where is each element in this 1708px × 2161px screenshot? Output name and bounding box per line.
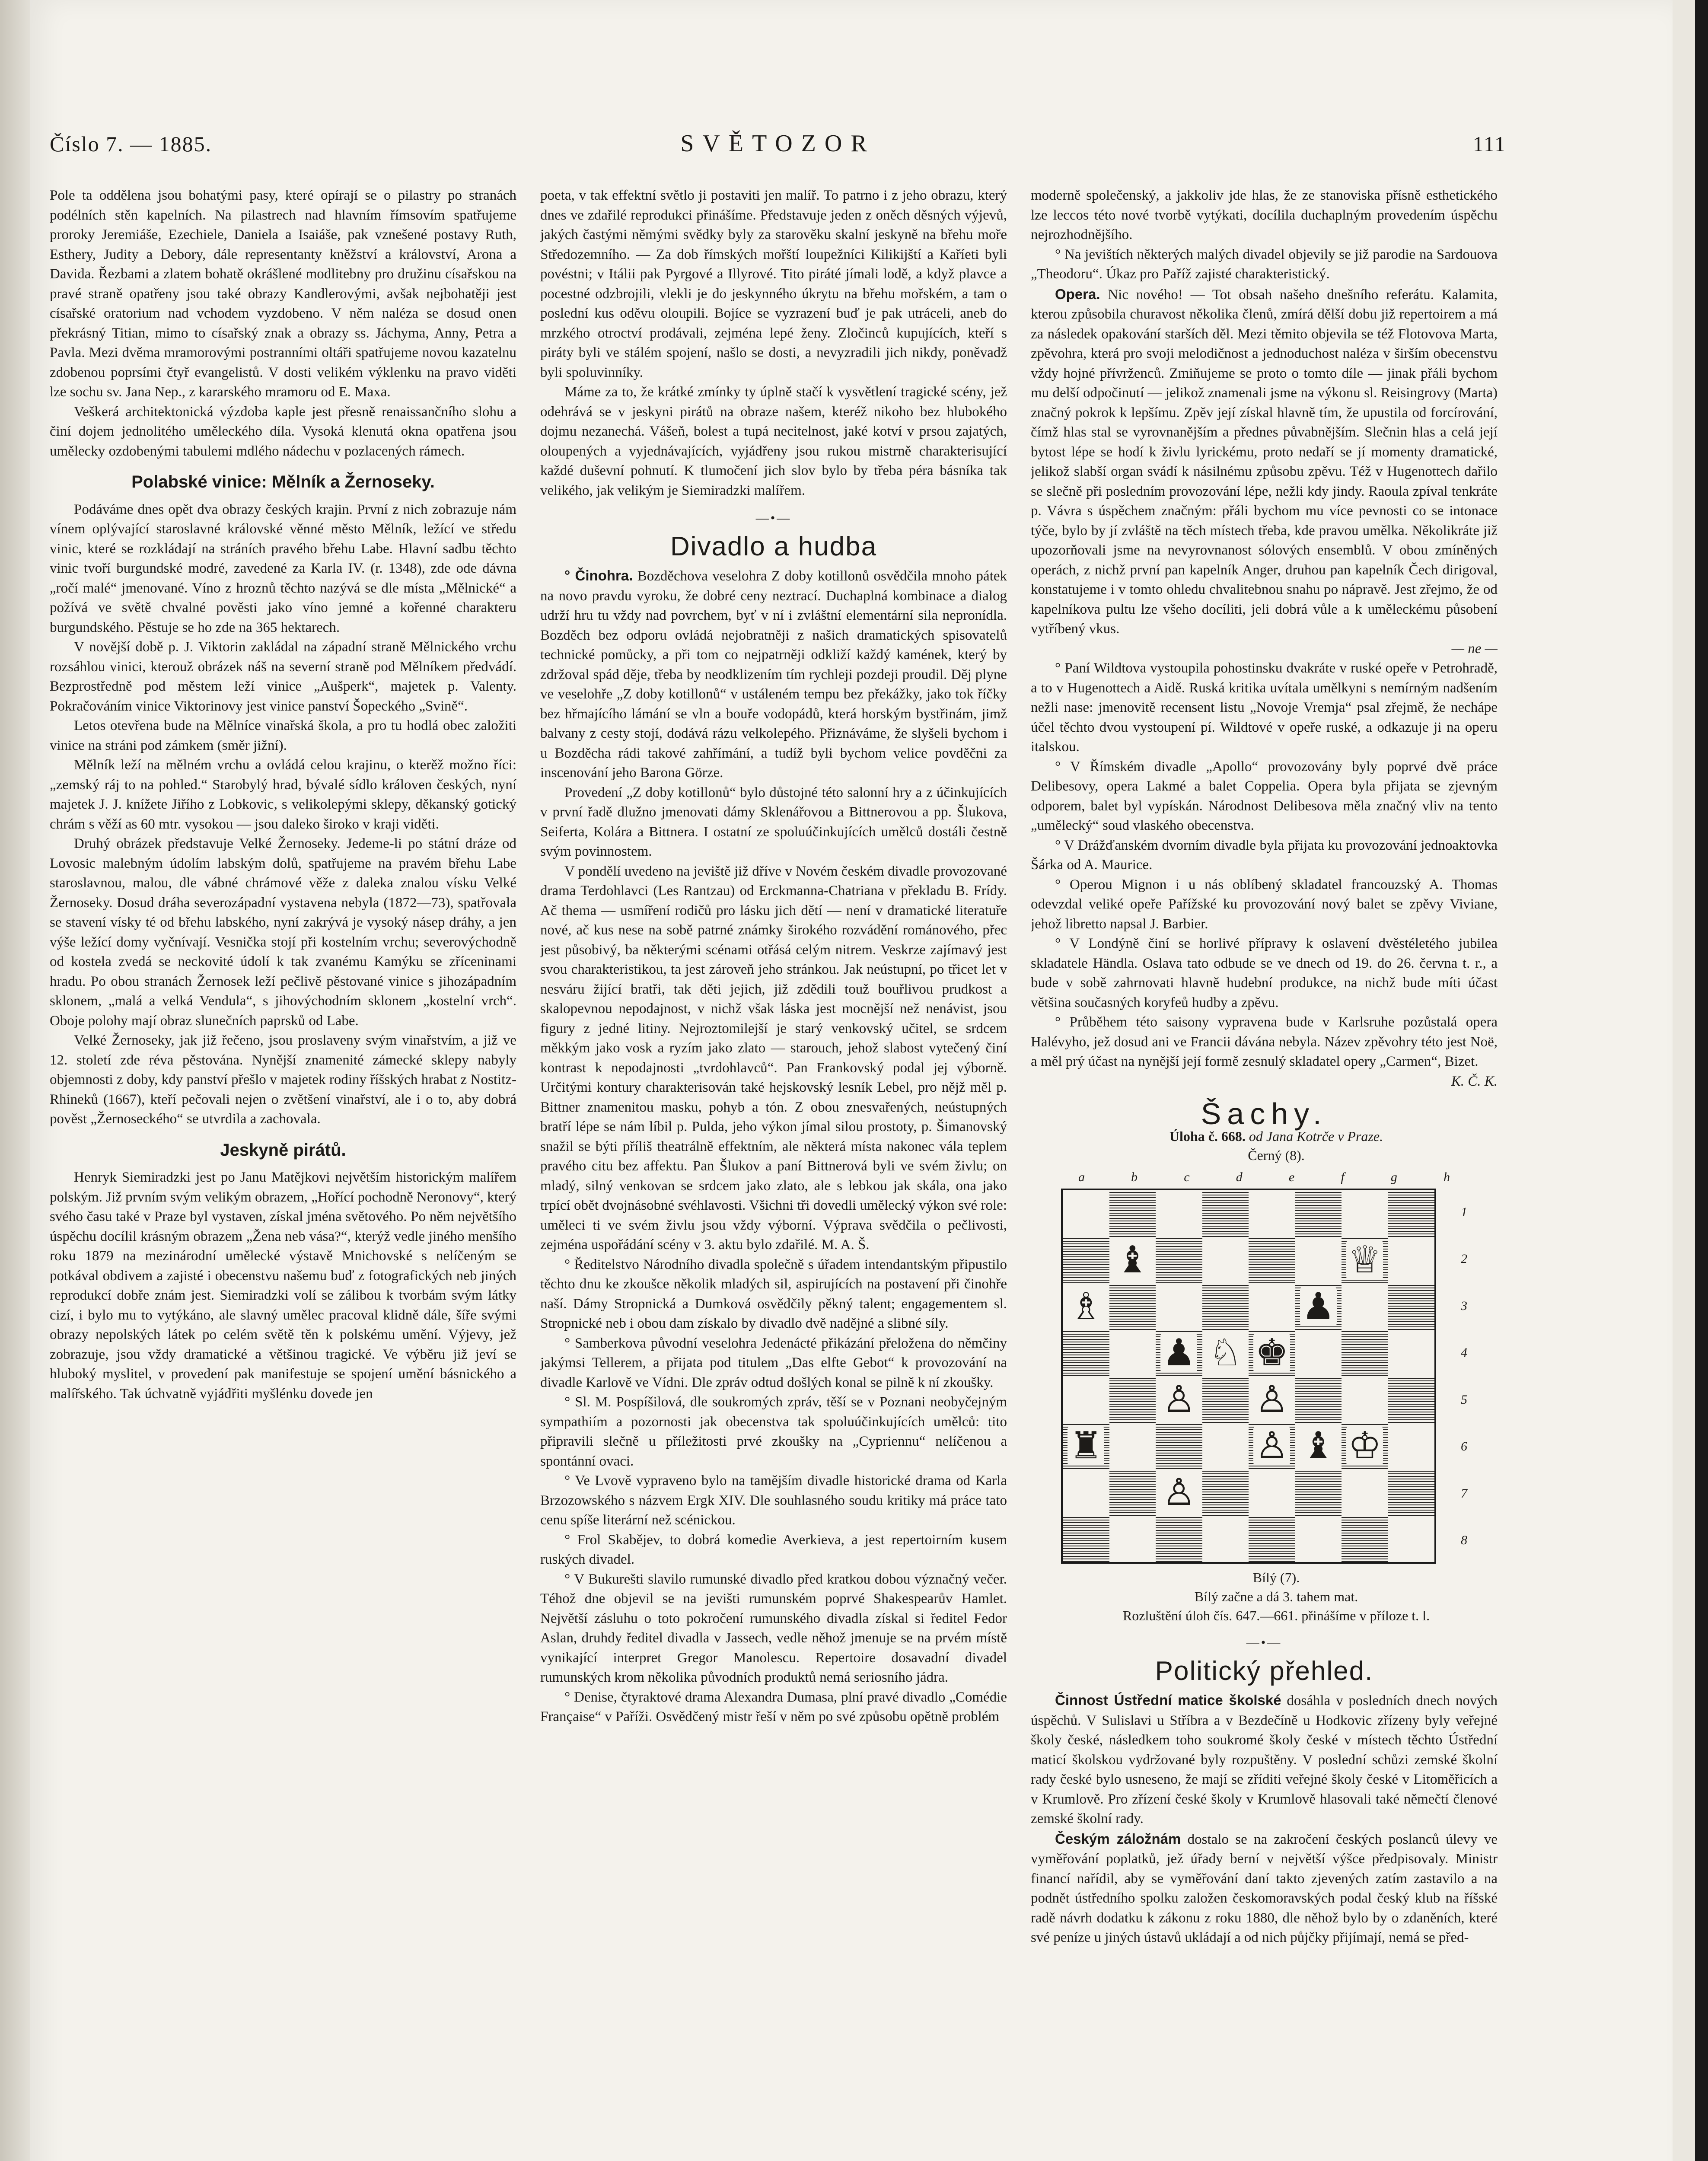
paragraph: [540, 1393, 1007, 1471]
board-square: [1063, 1283, 1109, 1330]
paragraph: [540, 566, 1007, 783]
paragraph-text: Podáváme dnes opět dva obrazy českých krajin. První z nich zobrazuje nám vínem oplývající staroslavné královské věnné město Mělník, ležící ve středu vinic, které se rozkládají na stráních pravého břehu Labe. Hlavní sadbu těchto vinic tvoří burgundské modré, zavedené za Karla IV. (r. 1348), zde ode dávna „ročí malé“ jmenované. Víno z hroznů těchto nazývá se dle místa „Mělnické“ a požívá ve světě chvalné pověsti jako víno jemné a kořenné charakteru burgundského. Pěstuje se ho zde na 365 hektarech.: [50, 501, 516, 635]
paragraph-text: Velké Žernoseky, jak již řečeno, jsou proslaveny svým vinařstvím, a již ve 12. století zde réva pěstována. Nynější znamenité zámecké sklepy nabyly objemnosti z doby, kdy panství přešlo v majetek rodiny říšských hrabat z Nostitz-Rhineků (1667), kteří pečovali nejen o zvětšení vinařství, ale i o to, aby dobrá pověst „Žernoseckého“ se utvrdila a zachovala.: [50, 1033, 516, 1127]
board-square: [1063, 1516, 1109, 1562]
paragraph-text: ° Sl. M. Pospíšilová, dle soukromých zpráv, těší se v Poznani neobyčejným sympathiím a pozornosti jak obecenstva tak spoluúčinkujících umělců: tito připravili slečně u příležitosti prvé zkoušky na „Cypriennu“ nelíčenou a spontánní ovaci.: [540, 1394, 1007, 1469]
board-square: [1109, 1237, 1156, 1284]
board-square: [1295, 1190, 1342, 1237]
paragraph-text: moderně společenský, a jakkoliv jde hlas, že ze stanoviska přísně esthetického lze leccos této nové tvorbě vytýkati, docílila duchaplným provedením úspěchu nejrozhodnějšího.: [1031, 188, 1498, 242]
chess-piece: ♙: [1253, 1426, 1290, 1465]
board-square: [1342, 1376, 1388, 1423]
chess-note: Rozluštění úloh čís. 647.—661. přinášíme v příloze t. l.: [1122, 1608, 1430, 1623]
board-square: [1295, 1516, 1342, 1562]
run-in-heading: Opera.: [1055, 286, 1100, 302]
paragraph-text: ° Paní Wildtova vystoupila pohostinsku dvakráte v ruské opeře v Petrohradě, a to v Hugenottech a Aidě. Ruská kritika uvítala umělkyni s nemírným nadšením nežli nase: jmenovitě recensent listu „Novoje Vremja“ psal zřejmě, že nechápe účel těchto dvou vystoupení pí. Wildtové v opeře ruské, a odkazuje ji na operu italskou.: [1031, 660, 1498, 755]
section-title: Divadlo a hudba: [670, 531, 877, 561]
board-square: [1388, 1469, 1435, 1516]
board-square: [1202, 1469, 1249, 1516]
rank-label: 5: [1461, 1392, 1467, 1407]
chess-piece: ♜: [1068, 1426, 1104, 1465]
board-square: [1202, 1376, 1249, 1423]
paragraph: [540, 1688, 1007, 1727]
run-in-heading: Činnost Ústřední matice školské: [1055, 1692, 1281, 1708]
paragraph: [540, 1334, 1007, 1393]
section-heading: Jeskyně pirátů.: [220, 1140, 346, 1160]
chess-piece: ♔: [1346, 1426, 1383, 1465]
board-square: [1342, 1190, 1388, 1237]
board-square: [1109, 1469, 1156, 1516]
file-label: b: [1131, 1170, 1138, 1184]
board-square: [1388, 1330, 1435, 1377]
board-square: [1249, 1516, 1295, 1562]
paragraph: [1031, 1013, 1498, 1072]
page-edge: [1695, 0, 1708, 2161]
rank-label: 6: [1461, 1439, 1467, 1453]
chess-piece: ♙: [1160, 1380, 1197, 1419]
paragraph: [1031, 186, 1498, 245]
board-square: [1063, 1190, 1109, 1237]
chess-piece: ♟: [1300, 1287, 1337, 1326]
board-square: [1063, 1376, 1109, 1423]
paragraph: [1031, 1690, 1498, 1829]
paragraph-text: Nic nového! — Tot obsah našeho dnešního referátu. Kalamita, kterou způsobila churavost několika členů, zmírá dělší dobu již repertoirem a má za následek opakování starších děl. Mezi těmito objevila se též Flotovova Marta, zpěvohra, která pro svoji melodičnost a jednoduchost naléza v širším obecenstvu vždy hojné přívrženců. Zmiňujeme se proto o tomto díle — jinak přáli bychom mu delší odpočinutí — jelikož znamenali jsme na výkonu sl. Reisingrovy (Marta) značný pokrok k lepšímu. Zpěv její získal hlavně tím, že upustila od forcírování, čímž hlas stal se vyrovnanějším a přednes půvabnějším. Slečnin hlas a celá její bytost lépe se hodí k živlu lyrickému, proto nedaří se jí momenty dramatické, jelikož slabší organ svádí k násilnému způsobu zpěvu. Též v Hugenottech dařilo se slečně při posledním provozování lépe, nežli kdy jindy. Raoula zpíval tenkráte p. Vávra s úspěchem značným: přáli bychom mu více pevnosti co se intonace týče, bylo by jí zvláště na těch místech třeba, kde pravou umělka. Několikráte již upozorňovali jsme na nevyrovnanost sólových ensemblů. V obou zmíněných operách, z nichž první pan kapelník Anger, druhou pan kapelník Čech dirigoval, konstatujeme i v tomto ohledu chvalitebnou snahu po nápravě. Jest zřejmo, že od kapelníkova pultu lze všeho docíliti, jeli dobrá vůle a k uměleckému působení vytříbený vkus.: [1031, 287, 1498, 637]
paragraph-text: V novější době p. J. Viktorin zakládal na západní straně Mělnického vrchu rozsáhlou vinici, kterouž obrázek náš na severní straně pod Mělníkem předvádí. Bezprostředně pod městem leží vinice „Aušperk“, majetek p. Valenty. Pokračováním vinice Viktorinovy jest vinice panství Šopeckého „Svině“.: [50, 639, 516, 714]
paragraph-text: dostalo se na zakročení českých poslanců úlevy ve vyměřování poplatků, jež úřady berní v největší výšce předpisovaly. Ministr financí nařídil, aby se vyměřování daní takto zjevených zatím zastavilo a na podnět ústředního spolku založen českomoravských podal český klub na říšské radě návrh dodatku k zákonu z roku 1880, dle něhož bylo by o zdaněních, které své peníze u jiných ústavů ukládají a od nich půjčky přijímají, nemá se před-: [1031, 1831, 1498, 1945]
board-file-labels: [1078, 1167, 1450, 1187]
paragraph: [1031, 875, 1498, 934]
file-label: g: [1390, 1170, 1397, 1184]
chess-piece: ♝: [1300, 1426, 1337, 1465]
board-square: [1342, 1516, 1388, 1562]
paragraph-text: ° Denise, čtyraktové drama Alexandra Dumasa, plní pravé divadlo „Comédie Française“ v Paříži. Osvědčený mistr řeší v něm po své způsobu opětně problém: [540, 1689, 1007, 1724]
board-square: [1249, 1330, 1295, 1377]
problem-label: Úloha č. 668.: [1169, 1128, 1246, 1144]
board-square: [1388, 1237, 1435, 1284]
file-label: d: [1236, 1170, 1243, 1184]
file-label: a: [1078, 1170, 1085, 1184]
rank-label: 3: [1461, 1298, 1467, 1313]
paragraph: [50, 834, 516, 1031]
paragraph-text: ° Na jevištích některých malých divadel objevily se již parodie na Sardouova „Theodoru“. Úkaz pro Paříž zajisté charakteristický.: [1031, 246, 1498, 282]
board-square: [1295, 1330, 1342, 1377]
board-square: [1295, 1237, 1342, 1284]
paragraph: [540, 1471, 1007, 1530]
ornament-divider: —•—: [1246, 1635, 1282, 1650]
rank-label: 8: [1461, 1533, 1467, 1547]
board-square: [1342, 1330, 1388, 1377]
paragraph: [50, 186, 516, 402]
paragraph: [50, 755, 516, 834]
ornament-divider: —•—: [755, 511, 792, 525]
paragraph: [1031, 1829, 1498, 1948]
paragraph: [540, 862, 1007, 1255]
board-square: [1342, 1423, 1388, 1469]
board-square: [1249, 1283, 1295, 1330]
rank-label: 7: [1461, 1486, 1467, 1501]
board-square: [1063, 1237, 1109, 1284]
board-square: [1109, 1516, 1156, 1562]
page-header: [50, 125, 1506, 164]
paragraph: [1031, 245, 1498, 284]
paragraph: [50, 1031, 516, 1129]
paragraph-text: ° V Římském divadle „Apollo“ provozovány byly poprvé dvě práce Delibesovy, opera Lakmé a balet Coppelia. Opera byla přijata se zjevným odporem, balet byl vypískán. Národnost Delibesova měla značný vliv na tento „umělecký“ soud vlaského obecenstva.: [1031, 759, 1498, 833]
board-square: [1156, 1516, 1202, 1562]
chess-section-title: Šachy.: [1201, 1097, 1328, 1131]
board-square: [1109, 1376, 1156, 1423]
board-square: [1156, 1283, 1202, 1330]
paragraph-text: Bozděchova veselohra Z doby kotillonů osvědčila mnoho pátek na novo pravdu vyroku, že dobré ceny neztrací. Duchaplná kombinace a dialog udrží hru tu vždy nad povrchem, byť v ní i zvláštní elementární sila nepronídla. Bozděch bez odporu ovládá nejobratněji z našich dramatických spisovatelů technické pomůcky, a při tom co nejpatrněji odkliží každý kamének, který by zdržoval spád děje, třeba by neodklizením tím rychleji pozdeji proudil. Děj plyne ve veselohře „Z doby kotillonů“ v ustáleném tempu bez překážky, jako tok říčky bez hřmajícího lámání se vln a bouře vodopádů, která horským bystřinám, jimž balvany z cesty stojí, dodává rázu velkolepého. Přiznáváme, že slyšeli bychom i u Bozděcha rádi takové zahřímání, a tudíž byli bychom velice povděčni za inscenování jeho Barona Görze.: [540, 568, 1007, 781]
paragraph: [50, 402, 516, 462]
journal-title: SVĚTOZOR: [680, 130, 876, 157]
column-1: [50, 186, 516, 2161]
paragraph: [1031, 284, 1498, 639]
board-square: [1388, 1376, 1435, 1423]
board-square: [1295, 1469, 1342, 1516]
board-square: [1388, 1190, 1435, 1237]
chess-piece: ♟: [1160, 1333, 1197, 1372]
board-square: [1156, 1376, 1202, 1423]
board-square: [1388, 1516, 1435, 1562]
board-square: [1342, 1237, 1388, 1284]
board-square: [1202, 1190, 1249, 1237]
board-square: [1249, 1190, 1295, 1237]
rank-label: 4: [1461, 1345, 1467, 1360]
board-square: [1295, 1283, 1342, 1330]
board-square: [1202, 1423, 1249, 1469]
chess-piece: ♝: [1114, 1240, 1151, 1279]
chess-task: Bílý začne a dá 3. tahem mat.: [1194, 1589, 1358, 1604]
paragraph-text: ° Samberkova původní veselohra Jedenácté přikázání přeložena do němčiny jakýmsi Tellerem, a přijata pod titulem „Das elfte Gebot“ k provozování na divadle Karlově ve Vídni. Dle zpráv odtud došlých konal se pilně k ní zkoušky.: [540, 1335, 1007, 1390]
board-square: [1156, 1423, 1202, 1469]
board-square: [1156, 1237, 1202, 1284]
board-square: [1249, 1469, 1295, 1516]
page-number: 111: [1472, 132, 1506, 156]
paragraph-text: Henryk Siemiradzki jest po Janu Matějkovi největším historickým malířem polským. Již prvním svým velikým obrazem, „Hořící pochodně Neronovy“, který svého času také v Praze byl vystaven, získal jména světového. Po něm největšího úspěchu docílil krásným obrazem „Žena neb vása?“, kterýž vedle jiného menšího roku 1879 na mezinárodní umělecké výstavě Mnichovské s nelíčeným se potkával obdivem a zajisté i obecenstvu našemu buď z fotografických neb jiných reprodukcí dobře znám jest. Siemiradzki volí se zálibou k tvorbám svým látky cizí, i bylo mu to vytýkáno, ale slavný umělec pracoval klidně dále, šíře svými obrazy nepolských látek po celém světě těn k polskému umění. Výjevy, jež zobrazuje, jsou vždy dramatické a většinou tragické. Ve výběru již jeví se hluboký myslitel, v provedení pak manifestuje se spojení umění básnického a malířského. Tak úchvatně vyjádřiti myšlénku dovede jen: [50, 1170, 516, 1402]
column-2: [540, 186, 1007, 2161]
chess-piece: ♕: [1346, 1240, 1383, 1279]
chess-piece: ♗: [1068, 1287, 1104, 1326]
board-square: [1249, 1376, 1295, 1423]
paragraph: [540, 382, 1007, 500]
board-square: [1202, 1516, 1249, 1562]
board-square: [1156, 1469, 1202, 1516]
paragraph: [1031, 659, 1498, 757]
board-square: [1109, 1190, 1156, 1237]
paragraph: [1031, 836, 1498, 875]
board-square: [1109, 1330, 1156, 1377]
chess-problem-heading: [1031, 1127, 1498, 1146]
problem-author: od Jana Kotrče v Praze.: [1249, 1128, 1383, 1144]
paragraph-text: Provedení „Z doby kotillonů“ bylo důstojné této salonní hry a z účinkujících v první řadě dlužno jmenovati dámy Sklenářovou a Bittnerovou a pp. Šlukova, Seiferta, Kolára a Bittnera. I ostatní ze spoluúčinkujících umělců dostáli čestně svým povinnostem.: [540, 784, 1007, 859]
board-square: [1063, 1330, 1109, 1377]
paragraph-text: ° Ředitelstvo Národního divadla společně s úřadem intendantským připustilo těchto dnu ke zkoušce několik mladých sil, aspirujících na postavení při činohře naší. Dámy Stropnická a Dumková osvědčily pěkný talent; engagementem sl. Stropnické neb i obou dam získalo by divadlo dvě nadějné a slibné síly.: [540, 1256, 1007, 1331]
chess-piece: ♙: [1253, 1380, 1290, 1419]
paragraph-text: V pondělí uvedeno na jeviště již dříve v Novém českém divadle provozované drama Terdohlavci (Les Rantzau) od Erckmanna-Chatriana v překladu B. Frídy. Ač thema — usmíření rodičů pro lásku jich dětí — není v dramatické literatuře nové, ač kus nese na sobě patrné známky širokého rozvádění románového, přec jest působivý, ba některými scénami otřásá celým nitrem. Veskrze zajímavý jest svou charakteristikou, ta jest zároveň jeho stránkou. Jak neústupní, po třicet let v nesváru žijící bratři, tak děti jejich, již zdědili touž bouřlivou prudkost a skalopevnou nepodajnost, v nichž však láska jest mocnější než nenávist, jsou figury z jedné litiny. Nejroztomilejší je starý venkovský učitel, se srdcem měkkým jako vosk a ryzím jako zlato — starouch, jehož slabost vytečený činí kontrast k nepodajnosti „tvrdohlavců“. Pan Frankovský podal jej výborně. Určitými kontury charakterisován také hejskovský lesník Lebel, pro nějž měl p. Bittner znamenitou masku, pohyb a tón. Z obou znesvařených, neústupných bratří lépe se nám líbil p. Pulda, jeho výkon jímal silou prostoty, p. Šimanovský snažil se býti příliš theatrálně effektním, ale některá místa nakonec vála teplem pravého citu bez affektu. Pan Šlukov a paní Bittnerová byli ve svém živlu; on mladý, silný venkovan se srdcem jako zlato, ale s lebkou jak skála, ona jako trpící obět dvojnásobné svéhlavosti. Všichni tři dovedli umělecký výkon své role: uměleci ti ve svém živlu jsou vždy výborní. Výprava svědčila o pečlivosti, zejména uspořádání scény v 3. aktu bylo zdařilé. M. A. Š.: [540, 863, 1007, 1253]
file-label: e: [1288, 1170, 1295, 1184]
rank-label: 2: [1461, 1252, 1467, 1266]
author-signature: K. Č. K.: [1451, 1073, 1498, 1089]
chess-piece: ♙: [1160, 1473, 1197, 1512]
paragraph: [540, 1255, 1007, 1334]
paragraph-text: Pole ta oddělena jsou bohatými pasy, které opírají se o pilastry po stranách podélních stěn kapelních. Na pilastrech nad hlavním římsovím spatřujeme proroky Jeremiáše, Ezechiele, Daniela a Isaiáše, pak vznešené postavy Ruth, Esthery, Judity a Debory, dále representanty kněžství a království, Arona a Davida. Řezbami a zlatem bohatě okrášlené modlitebny pro družinu císařskou na pravé straně opatřeny jsou také obrazy Kandlerovými, avšak nejbohatěji jest císařské oratorium nad vchodem vyzdobeno. V něm naléza se dosud onen překrásný Titian, mimo to císařský znak a obrazy ss. Jáchyma, Anny, Petra a Pavla. Mezi dvěma mramorovými postranními oltáři spatřujeme novou kazatelnu zdobenou poprsími čtyř evangelistů. V dosti velikém výklenku na pravo viděti lze sochu sv. Jana Nep., z kararského mramoru od E. Maxa.: [50, 188, 516, 400]
board-square: [1342, 1469, 1388, 1516]
paragraph: [50, 716, 516, 755]
paragraph-text: ° V Drážďanském dvorním divadle byla přijata ku provozování jednoaktovka Šárka od A. Maurice.: [1031, 837, 1498, 873]
paragraph-text: Letos otevřena bude na Mělníce vinařská škola, a pro tu hodlá obec založiti vinice na stráni pod zámkem (směr jižní).: [50, 718, 516, 753]
board-square: [1202, 1283, 1249, 1330]
issue-number: Číslo 7. — 1885.: [50, 132, 212, 156]
paragraph-text: ° Frol Skabějev, to dobrá komedie Averkieva, a jest repertoirním kusem ruských divadel.: [540, 1532, 1007, 1567]
paragraph-text: Druhý obrázek představuje Velké Žernoseky. Jedeme-li po státní dráze od Lovosic malebným údolím labským dolů, spatřujeme na pravém břehu Labe staroslavnou, malou, dle vábné chrámové věže z daleka znalou vísku Velké Žernoseky. Dosud dráha severozápadní vystavena nebyla (1872—73), spatřovala se stavení vísky té od břehu labského, nyní zakrývá je vysoký násep dráhy, a jen výše ležící domy vyčnívají. Vesnička stojí při kostelním vrchu; severovýchodně od kostela zvedá se neckovité údolí k tak zvanému Kamýku se zříceninami hradu. Po obou stranách Žernosek leží pečlivě pěstované vinice s jihozápadním sklonem, „malá a velká Vendula“, s jihovýchodním sklonem „kostelní vrch“. Oboje polohy mají obraz slunečních paprsků od Labe.: [50, 836, 516, 1029]
file-label: f: [1341, 1170, 1345, 1184]
paragraph-text: dosáhla v posledních dnech nových úspěchů. V Sulislavi u Stříbra a v Bezdečíně u Hodkovic zřízeny byly veřejné školy české, následkem toho soukromé školy české v místech těchto Ústřední maticí školskou vydržované byly rozpuštěny. V poslední schůzi zemské školní rady české bylo usneseno, že mají se zříditi veřejné školy české v Litoměřicích a v Krumlově. Pro zřízení české školy v Krumlově hlasovali také němečtí členové zemské školní rady.: [1031, 1693, 1498, 1826]
paragraph-text: poeta, v tak effektní světlo ji postaviti jen malíř. To patrno i z jeho obrazu, který dnes ve zdařilé reprodukci přinášíme. Představuje jeden z oněch děsných výjevů, jakých častými němými svědky byly za starověku skalní jeskyně na břehu moře Středozemního. — Za dob římských mořští loupežníci Kilikijští a Kaříeti byli povéstni; v Itálii pak Pyrgové a Illyrové. Tito piráté jímali lodě, a když plavce a pocestné odzbrojili, vlekli je do jeskynného úkrytu na břehu mořském, a tam o poslední kus oděvu oloupili. Bojíce se vyzrazení buď je pak utráceli, aneb do mrzkého otroctví prodávali, zejména lepé ženy. Zločinců kupujících, kteří s piráty byli ve stálém spojení, našlo se dosti, a nevyzradili jich nikdy, poněvadž byli spoluvinníky.: [540, 188, 1007, 380]
paragraph: [50, 1168, 516, 1404]
chess-piece: ♚: [1253, 1333, 1290, 1372]
board-square: [1202, 1237, 1249, 1284]
paragraph: [540, 1570, 1007, 1688]
board-square: [1109, 1283, 1156, 1330]
file-label: h: [1443, 1170, 1450, 1184]
board-square: [1063, 1423, 1109, 1469]
board-square: [1156, 1190, 1202, 1237]
board-rank-labels: [1461, 1189, 1467, 1564]
paragraph-text: ° Operou Mignon i u nás oblíbený skladatel francouzský A. Thomas odevzdal veliké opeře Pařížské ku provozování nový balet se zpěvy Viviane, jehož libretto napsal J. Barbier.: [1031, 877, 1498, 932]
column-3: [1031, 186, 1498, 2161]
white-label: Bílý (7).: [1252, 1570, 1300, 1585]
board-square: [1109, 1423, 1156, 1469]
board-square: [1388, 1283, 1435, 1330]
paragraph: [540, 186, 1007, 382]
board-square: [1063, 1469, 1109, 1516]
paragraph: [50, 637, 516, 716]
board-square: [1249, 1423, 1295, 1469]
paragraph: [1031, 934, 1498, 1013]
author-signature: — ne —: [1451, 641, 1498, 657]
paragraph: [50, 500, 516, 638]
run-in-heading: Českým záložnám: [1055, 1830, 1181, 1847]
section-heading: Polabské vinice: Mělník a Žernoseky.: [131, 472, 435, 491]
board-square: [1202, 1330, 1249, 1377]
book-binding: [0, 0, 30, 2161]
board-square: [1342, 1283, 1388, 1330]
chess-piece: ♘: [1207, 1333, 1244, 1372]
paragraph-text: ° Průběhem této saisony vypravena bude v Karlsruhe pozůstalá opera Halévyho, jež dosud ani ve Francii dávána nebyla. Název zpěvohry této jest Noë, a měl prý účast na nynější její formě zesnulý skladatel opery „Carmen“, Bizet.: [1031, 1014, 1498, 1069]
chess-board-wrap: [1061, 1189, 1467, 1564]
chess-board: [1061, 1189, 1436, 1564]
file-label: c: [1184, 1170, 1190, 1184]
paragraph-text: ° Ve Lvově vypraveno bylo na tamějším divadle historické drama od Karla Brzozowského s názvem Ergk XIV. Dle souhlasného soudu kritiky má práce tato cenu spíše literární než scénickou.: [540, 1473, 1007, 1528]
rank-label: 1: [1461, 1205, 1467, 1219]
paragraph-text: Máme za to, že krátké zmínky ty úplně stačí k vysvětlení tragické scény, jež odehrává se v jeskyni pirátů na obraze našem, kteréž nikoho bez hlubokého dojmu nezanechá. Vášeň, bolest a tupá necitelnost, jaké kotví v prsou zajatých, oloupených a vyjednávajících, vyjádřeny jsou rukou mistrně charakterisující každé duševní pohnutí. K tlumočení jich slov bylo by třeba péra básníka tak velikého, jak velikým je Siemiradzki malířem.: [540, 384, 1007, 498]
board-square: [1249, 1237, 1295, 1284]
black-label: Černý (8).: [1248, 1147, 1305, 1163]
paragraph-text: Mělník leží na mělném vrchu a ovládá celou krajinu, o kterěž možno říci: „zemský ráj to na pohled.“ Starobylý hrad, bývalé sídlo královen českých, nyní majetek J. J. knížete Jiřího z Lobkovic, s velikolepými sklepy, děkanský gotický chrám s věží as 60 mtr. vysokou — jsou daleko široko v kraji viděti.: [50, 757, 516, 832]
paragraph: [540, 1530, 1007, 1570]
board-square: [1295, 1423, 1342, 1469]
board-square: [1295, 1376, 1342, 1423]
board-square: [1156, 1330, 1202, 1377]
paragraph: [1031, 757, 1498, 836]
paragraph-text: ° V Bukurešti slavilo rumunské divadlo před kratkou dobou význačný večer. Téhož dne objevil se na jevišti rumunském poprvé Shakespearův Hamlet. Největší zásluhu o toto pokročení rumunského divadla získal si ředitel Fedor Aslan, druhdy ředitel divadla v Jassech, vedle něhož jmenuje se na prvém místě vynikající interpret Gregor Manolescu. Repertoire dosavadní divadel rumunských krom několika původních produktů nemá seriosního jádra.: [540, 1571, 1007, 1685]
run-in-heading: ° Činohra.: [564, 567, 633, 583]
paragraph: [540, 783, 1007, 862]
paragraph-text: ° V Londýně činí se horlivé přípravy k oslavení dvěstéletého jubilea skladatele Händla. Oslava tato odbude se ve dnech od 19. do 26. června t. r., a bude v sobě zahrnovati hlavně hudební produkce, na nichž bude míti účast většina současných koryfeů hudby a zpěvu.: [1031, 936, 1498, 1010]
board-square: [1388, 1423, 1435, 1469]
paragraph-text: Veškerá architektonická výzdoba kaple jest přesně renaissančního slohu a činí dojem jednolitého uměleckého díla. Vysoká klenutá okna opatřena jsou umělecky ozdobenými tabulemi mdlého nádechu v pozlacených rámech.: [50, 404, 516, 459]
section-title: Politický přehled.: [1155, 1656, 1373, 1686]
